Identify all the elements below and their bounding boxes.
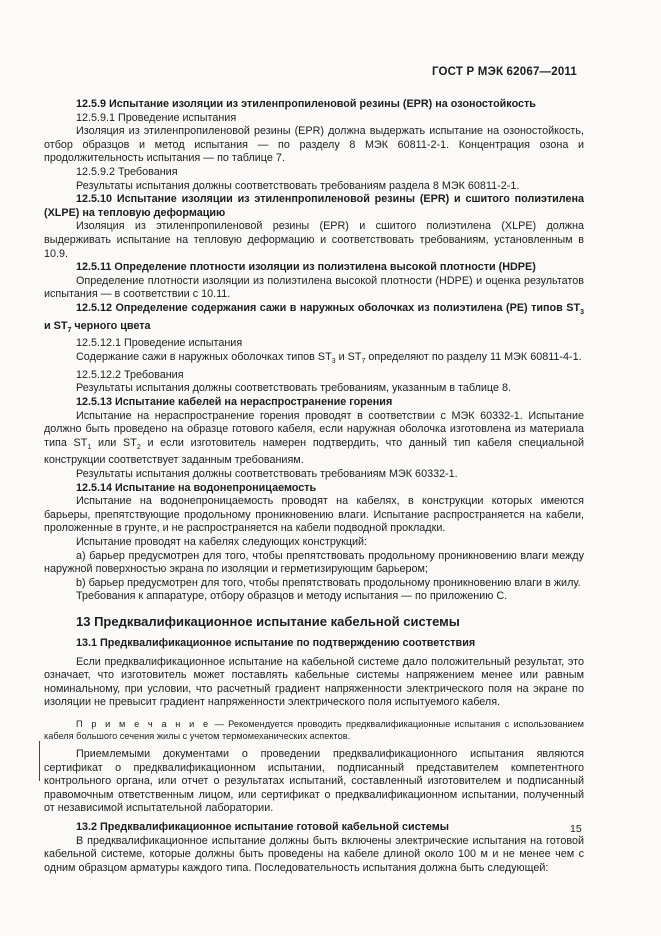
section-12-5-14-p1: Испытание на водонепроницаемость проводят на кабелях, в конструкции которых имеются барьеры, препятствующие продольному проникновению влаги. Испытание распространяется на кабели, проложенные в грунте, и не распространяется на кабели подводной прокладки. bbox=[44, 495, 584, 535]
list-item-b: b) барьер предусмотрен для того, чтобы препятствовать продольному проникновению влаги в жилу. bbox=[76, 576, 581, 589]
section-12-5-11-title: 12.5.11 Определение плотности изоляции из полиэтилена высокой плотности (HDPE) bbox=[76, 261, 536, 274]
section-12-5-14-p3: Требования к аппаратуре, отбору образцов и методу испытания — по приложению С. bbox=[76, 590, 508, 603]
section-12-5-13-title: 12.5.13 Испытание кабелей на нераспространение горения bbox=[76, 395, 393, 408]
change-bar bbox=[39, 741, 40, 781]
clause-12-5-9-1-label: 12.5.9.1 Проведение испытания bbox=[76, 111, 237, 124]
section-12-5-13-text: Испытание на нераспространение горения проводят в соответствии с МЭК 60332-1. Испытание должно быть проведено на образце готового кабеля, если наружная оболочка изготовлена из материала типа $ST_1$ или $ST_2$ и если изготовитель намерен подтвердить, что данный тип кабеля специальной конструкции соответствует заданным требованиям. bbox=[44, 409, 585, 467]
page-header: ГОСТ Р МЭК 62067—2011 bbox=[431, 66, 577, 78]
section-13-2-p1: В предквалификационное испытание должны быть включены электрические испытания на готовой кабельной системе, которые должны быть проведены на кабеле длиной около 100 м и не менее чем с одним образцом арматуры каждого типа. Последовательность испытания должна быть следующей: bbox=[44, 834, 584, 874]
section-13-1-p2: Приемлемыми документами о проведении предквалификационного испытания являются сертификат о предквалификационном испытании, подписанный представителем компетентного контрольного органа, или отчет о результатах испытаний, составленный изготовителем и подписанный правомочным ответственным лицом, или сертификат о предквалификационном испытании, полученный от независимой испытательной лаборатории. bbox=[44, 747, 584, 815]
clause-12-5-9-2-label: 12.5.9.2 Требования bbox=[76, 165, 178, 178]
section-12-5-11-text: Определение плотности изоляции из полиэтилена высокой плотности (HDPE) и оценка результатов испытания — в соответствии с 10.11. bbox=[44, 274, 584, 301]
clause-12-5-9-2-text: Результаты испытания должны соответствовать требованиям раздела 8 МЭК 60811-2-1. bbox=[76, 179, 520, 192]
list-item-a: a) барьер предусмотрен для того, чтобы препятствовать продольному проникновению влаги между наружной поверхностью экрана по изоляции и герметизирующим барьером; bbox=[44, 549, 584, 576]
main-text bbox=[44, 98, 584, 875]
clause-12-5-12-2-label: 12.5.12.2 Требования bbox=[76, 368, 184, 381]
clause-12-5-12-1-label: 12.5.12.1 Проведение испытания bbox=[76, 337, 243, 350]
note: П р и м е ч а н и е — Рекомендуется проводить предквалификационные испытания с использованием кабеля большого сечения жилы с учетом термомеханических аспектов. bbox=[44, 718, 584, 741]
section-12-5-13-text2: Результаты испытания должны соответствовать требованиям МЭК 60332-1. bbox=[76, 468, 458, 481]
section-12-5-14-p2: Испытание проводят на кабелях следующих конструкций: bbox=[76, 536, 368, 549]
page-number: 15 bbox=[570, 823, 582, 835]
section-12-5-9-title: 12.5.9 Испытание изоляции из этиленпропиленовой резины (EPR) на озоностойкость bbox=[76, 98, 536, 110]
section-13-2-title: 13.2 Предквалификационное испытание готовой кабельной системы bbox=[76, 820, 449, 833]
section-13-1-title: 13.1 Предквалификационное испытание по подтверждению соответствия bbox=[76, 637, 476, 649]
section-12-5-10-text: Изоляция из этиленпропиленовой резины (EPR) и сшитого полиэтилена (XLPE) должна выдерживать испытание на тепловую деформацию и соответствовать требованиям, установленным в 10.9. bbox=[44, 220, 584, 260]
section-12-5-10-title: 12.5.10 Испытание изоляции из этиленпропиленовой резины (EPR) и сшитого полиэтилена (XLPE) на тепловую деформацию bbox=[44, 193, 584, 219]
section-12-5-14-title: 12.5.14 Испытание на водонепроницаемость bbox=[76, 481, 317, 494]
clause-12-5-12-1-text: Содержание сажи в наружных оболочках типов $ST_3$ и $ST_7$ определяют по разделу 11 МЭК 60811-4-1. bbox=[76, 351, 582, 366]
clause-12-5-12-2-text: Результаты испытания должны соответствовать требованиям, указанным в таблице 8. bbox=[76, 382, 511, 395]
section-13-title: 13 Предквалификационное испытание кабельной системы bbox=[76, 614, 460, 629]
section-13-1-p1: Если предквалификационное испытание на кабельной системе дало положительный результат, это означает, что изготовитель может поставлять кабельные системы напряжением менее или равным номинальному, при условии, что расчетный градиент напряженности электрического поля на экране по изоляции не превысит градиент напряженности электрического поля испытуемого кабеля. bbox=[44, 655, 584, 709]
section-12-5-12-title: 12.5.12 Определение содержания сажи в наружных оболочках из полиэтилена (PE) типов $ST_3$ и $ST_7$ черного цвета bbox=[44, 301, 584, 334]
clause-12-5-9-1-text: Изоляция из этиленпропиленовой резины (EPR) должна выдержать испытание на озоностойкость, отбор образцов и метод испытания — по разделу 8 МЭК 60811-2-1. Концентрация озона и продолжительность испытания — по таблице 7. bbox=[44, 125, 584, 165]
